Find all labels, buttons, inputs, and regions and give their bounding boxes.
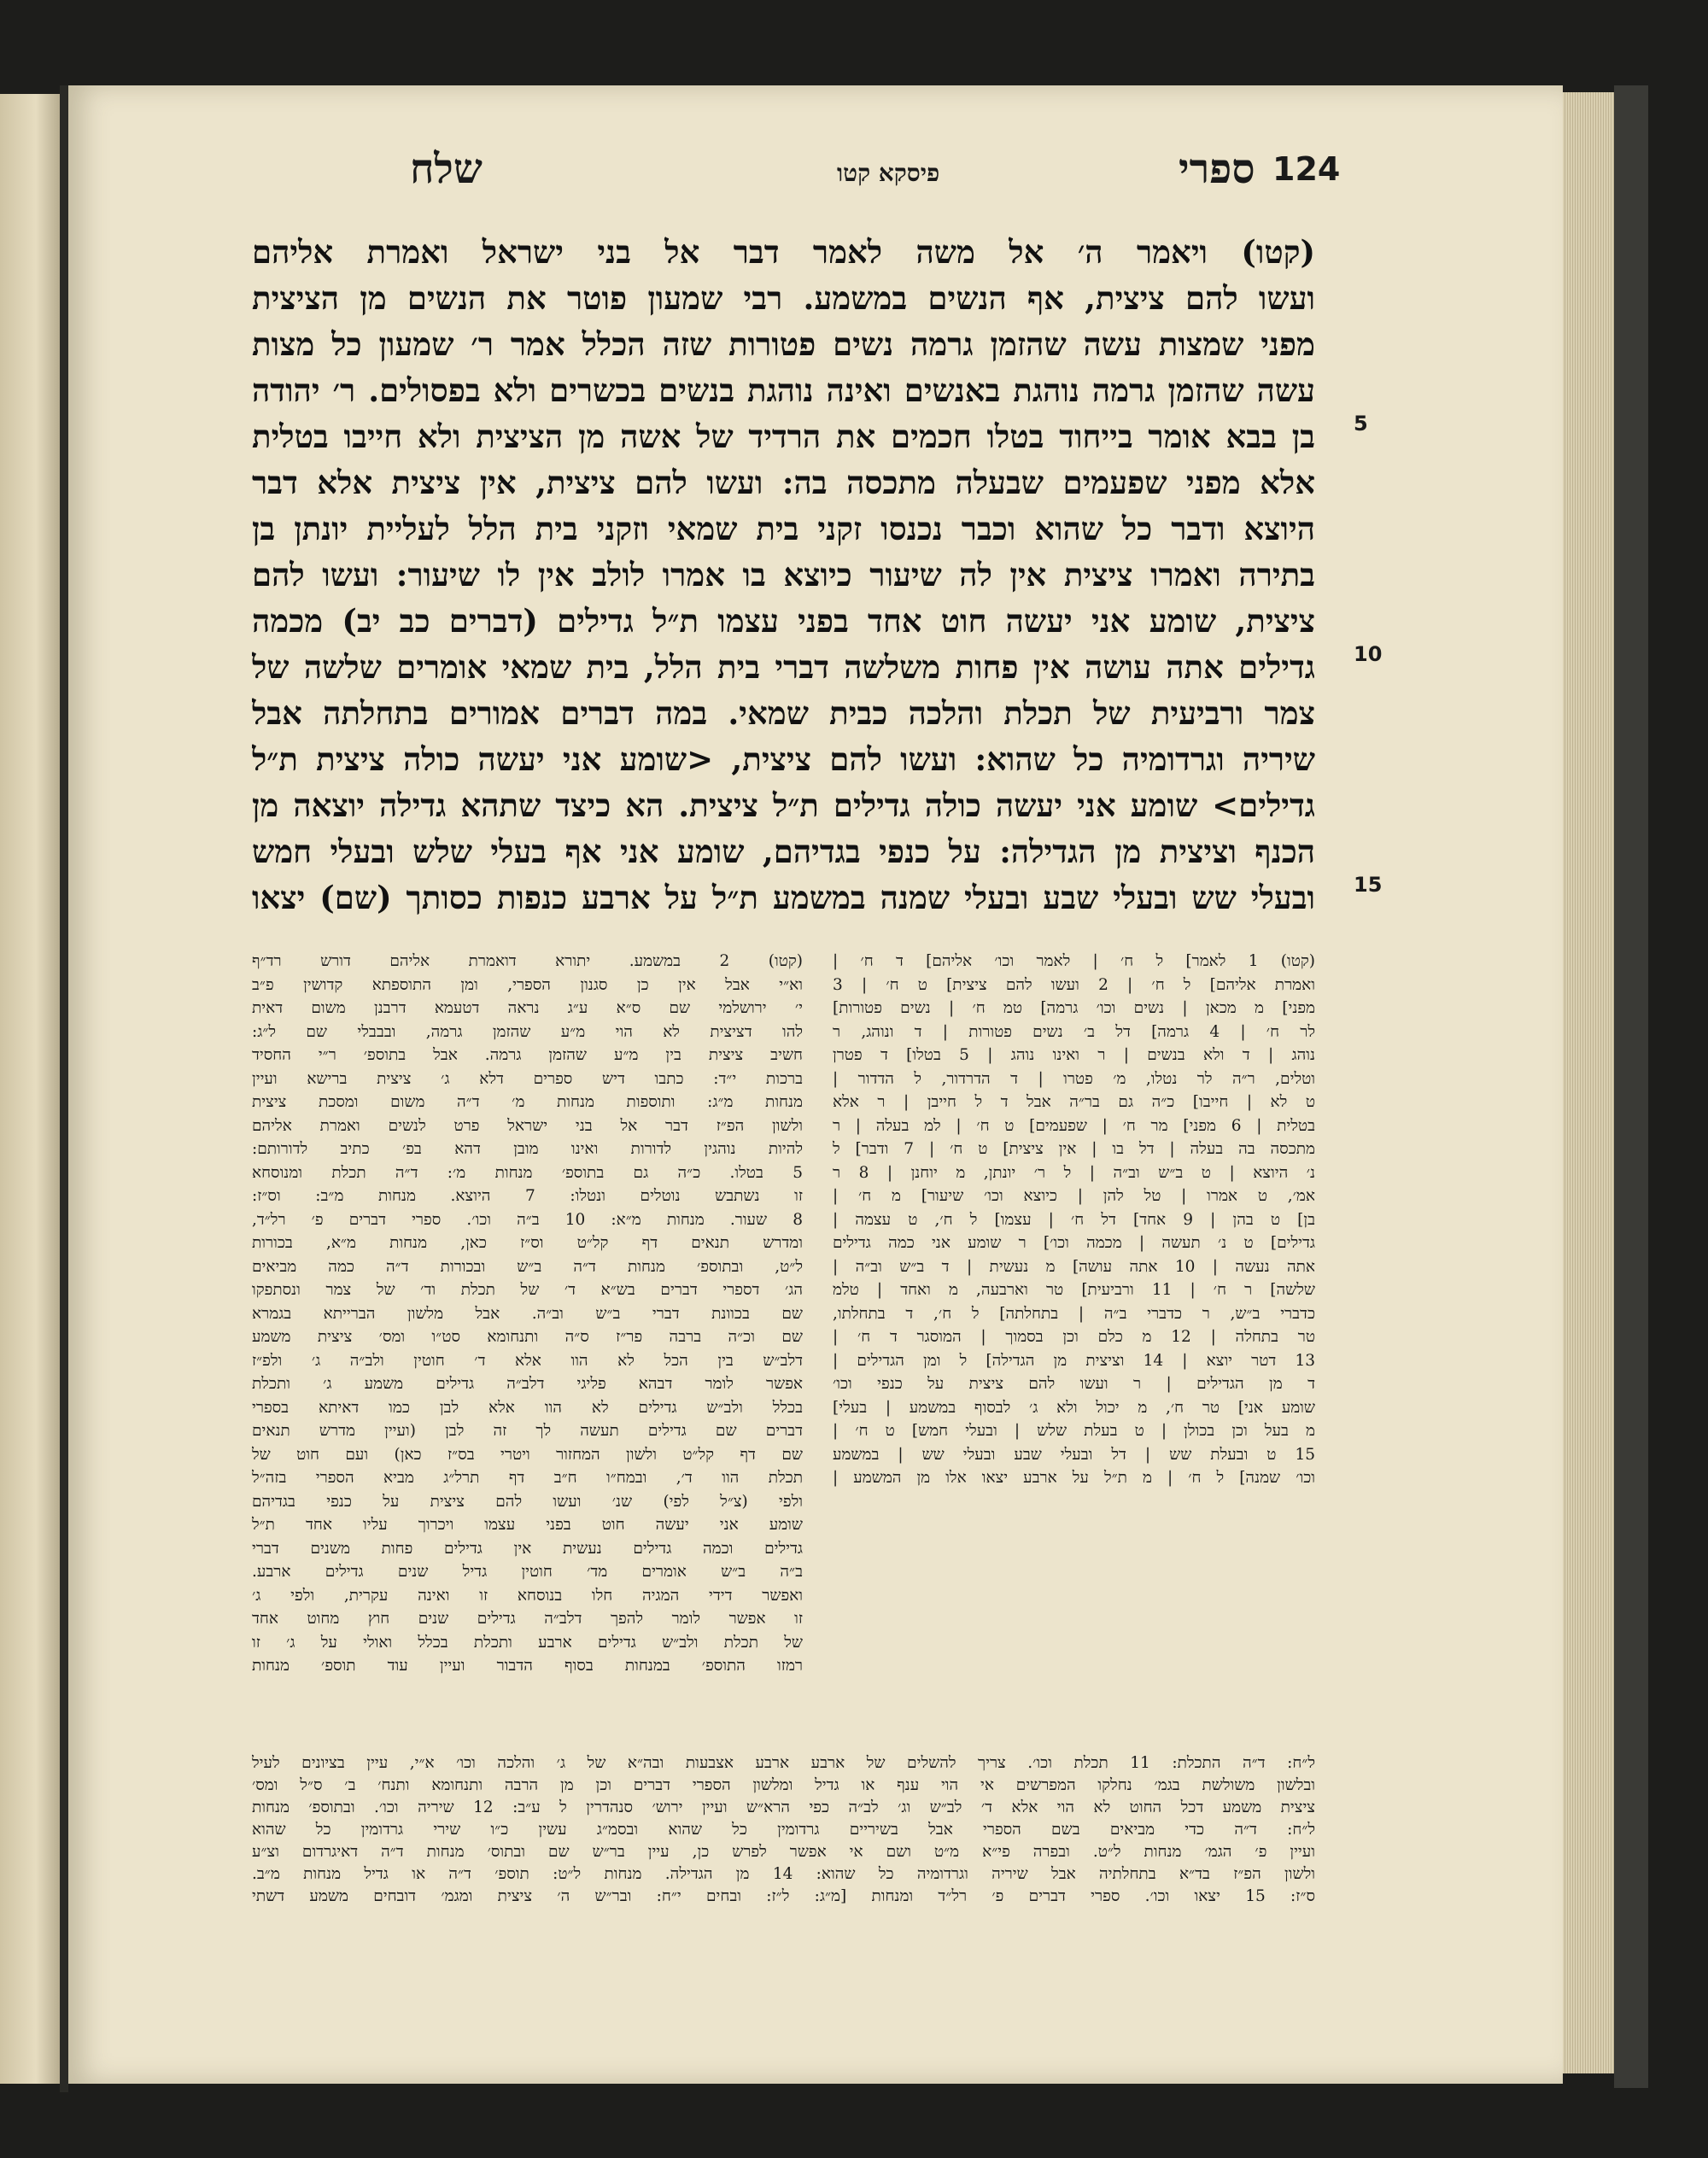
note-line: וא״י אבל אין כן סגנון הספרי, ומן התוספתא קדושין פ״ב <box>252 975 803 994</box>
page-fore-edge <box>1563 92 1614 2073</box>
text-line: ציצית, שומע אני יעשה חוט אחד בפני עצמו ת״ל גדילים (דברים כב יב) מכמה <box>252 602 1315 640</box>
note-line: (קטו) 2 במשמע. יתורא דואמרת אליהם דורש רד״ף <box>252 952 803 970</box>
note-line: מתכסה בה בעלה | דל בו | אין ציצית] ט ח׳ | 7 ודבר] ל <box>833 1140 1315 1158</box>
text-line: גדילים אתה עושה אין פחות משלשה דברי בית הלל, בית שמאי אומרים שלשה של <box>252 648 1315 686</box>
note-line: נ׳ היוצא | ט ב״ש וב״ה | ל ר׳ יונתן, מ יוחנן | 8 ר <box>833 1163 1315 1182</box>
note-line: גדילים] ט נ׳ תעשה | מכמה וכו׳] ר שומע אני כמה גדילים <box>833 1234 1315 1252</box>
text-line: אלא מפני שפעמים שבעלה מתכסה בה: ועשו להם ציצית, אין ציצית אלא דבר <box>252 464 1315 501</box>
note-line: 15 ט ובעלת שש | דל ובעלי שבע ובעלי שש | במשמע <box>833 1445 1315 1464</box>
line-number: 10 <box>1354 642 1383 666</box>
note-line: ב״ה ב״ש אומרים מד׳ חוטין גדיל שנים גדילים ארבע. <box>252 1563 803 1581</box>
note-line: שם בכוונת דברי ב״ש וב״ה. אבל מלשון הברייתא בגמרא <box>252 1304 803 1323</box>
note-line: מנחות מ״ג: ותוספות מנחות מ׳ ד״ה משום ומסכת ציצית <box>252 1093 803 1111</box>
note-line: להו דציצית לא הוי מ״ע שהזמן גרמה, ובבבלי שם ל״ג: <box>252 1022 803 1041</box>
book-cover-edge <box>1614 85 1648 2088</box>
note-line: ל״ט, ובתוספ׳ מנחות ד״ה ב״ש ובכורות ד״ה כמה מביאים <box>252 1257 803 1276</box>
note-line: שלשה] ר ח׳ | 11 ורביעית] טר וארבעה, מ ואחד | טלמ <box>833 1281 1315 1299</box>
note-line: שם דף קל״ט ולשון המחזור ויטרי בס״ז כאן) ועם חוט של <box>252 1445 803 1464</box>
text-line: ועשו להם ציצית, אף הנשים במשמע. רבי שמעון פוטר את הנשים מן הציצית <box>252 279 1315 317</box>
line-number: 15 <box>1354 873 1383 897</box>
note-line: טר בתחלה | 12 מ כלם וכן בסמוך | המוסגר ד ח׳ | <box>833 1328 1315 1346</box>
note-line: שומע אני] טר ח׳, מ יכול ולא ג׳ לבסוף במשמע | בעלי] <box>833 1398 1315 1417</box>
note-line: תכלת הוו ד׳, ובמח״ו ח״ב דף תרל״ג מביא הספרי בזה״ל <box>252 1469 803 1487</box>
note-line: מ בעל וכן בכולן | ט בעלת שלש | ובעלי חמש] ט ח׳ | <box>833 1422 1315 1440</box>
textual-variants-column <box>833 950 1315 1490</box>
main-text <box>252 229 1315 921</box>
text-line: הכנף וציצית מן הגדילה: על כנפי בגדיהם, שומע אני אף בעלי שלש ובעלי חמש <box>252 833 1315 870</box>
note-line: גדילים וכמה גדילים נעשית אין גדילים פחות משנים דברי <box>252 1539 803 1558</box>
text-line: צמר ורביעית של תכלת והלכה כבית שמאי. במה דברים אמורים בתחלתה אבל <box>252 694 1315 732</box>
note-line: ברכות י״ד: כתבו דיש ספרים דלא ג׳ ציצית ברישא ועיין <box>252 1069 803 1088</box>
note-line: ועיין פ׳ הגמ׳ מנחות ל״ט. ובפרה פי״א מ״ט ושם אי אפשר לפרש כן, עיין בר״ש שם ובתוס׳ מנחות ד״ה דאיגרדום וצ״ע <box>252 1843 1315 1861</box>
note-line: ואמרת אליהם] ל ח׳ | 2 ועשו להם ציצית] ט ח׳ | 3 <box>833 975 1315 994</box>
left-page-edge <box>0 94 60 2084</box>
note-line: אתה נעשה | 10 אתה עושה] מ נעשית | ד ב״ש וב״ה | <box>833 1257 1315 1276</box>
text-line: מפני שמצות עשה שהזמן גרמה נשים פטורות שזה הכלל אמר ר׳ שמעון כל מצות <box>252 325 1315 363</box>
text-line: (קטו) ויאמר ה׳ אל משה לאמר דבר אל בני ישראל ואמרת אליהם <box>252 233 1315 271</box>
note-line: בן] ט בהן | 9 אחד] דל ח׳ | עצמו] ל ח׳, ט עצמה | <box>833 1210 1315 1229</box>
text-line: ובעלי שש ובעלי שבע ובעלי שמנה במשמע ת״ל על ארבע כנפות כסותך (שם) יצאו <box>252 879 1315 916</box>
note-line: וכו׳ שמנה] ל ח׳ | מ ת״ל על ארבע יצאו אלו מן המשמע | <box>833 1469 1315 1487</box>
note-line: ל״ח: ד״ה התכלת: 11 תכלת וכו׳. צריך להשלים של ארבע ארבע אצבעות ובה״א של ג׳ והלכה וכו׳ א״י, עיין בציונים לעיל <box>252 1754 1315 1772</box>
note-line: כדברי ב״ש, ר כדברי ב״ה | בתחלתה] ל ח׳, ד בתחלתו, <box>833 1304 1315 1323</box>
page-number: 124 <box>1272 150 1341 188</box>
book-title: ספרי <box>1179 145 1255 193</box>
note-line: וטלים, ר״ה לר נטלו, מ׳ פטרו | ד הדרדור, ל הדדור | <box>833 1069 1315 1088</box>
note-line: ובלשון משולשת בגמ׳ נחלקו המפרשים אי הוי ענף או גדיל ומלשון הספרי דברים וכן מן הרבה ותנחומא ותנח׳ ב׳ ס״ל ומס׳ <box>252 1776 1315 1794</box>
note-line: הג׳ דספרי דברים בש״א ד׳ של תכלת וד׳ של צמר ונסתפקו <box>252 1281 803 1299</box>
running-header <box>154 145 1358 205</box>
note-line: זו נשתבש נוטלים ונטלו: 7 היוצא. מנחות מ״ב: וס״ז: <box>252 1187 803 1205</box>
piska-title: פיסקא קטו <box>837 159 940 187</box>
note-line: ד מן הגדילים | ר ועשו להם ציצית על כנפי וכו׳ <box>833 1375 1315 1393</box>
note-line: ולשון הפ״ז בד״א בתחלתיה אבל שיריה וגרדומיה כל שהוא: 14 מן הגדילה. מנחות ל״ט: תוספ׳ ד״ה או גדיל מנחות מ״ב. <box>252 1865 1315 1883</box>
note-line: ומדרש תנאים דף קל״ט וס״ז כאן, מנחות מ״א, בכורות <box>252 1234 803 1252</box>
line-number: 5 <box>1354 412 1368 436</box>
note-line: בכלל ולב״ש גדילים לא הוו אלא לבן כמו דאיתא בספרי <box>252 1398 803 1417</box>
note-line: ט לא | חייבו] כ״ה גם בר״ה אבל ד ל חייבן | ר אלא <box>833 1093 1315 1111</box>
note-line: חשיב ציצית בין מ״ע שהזמן גרמה. אבל בתוספ׳ ר״י החסיד <box>252 1046 803 1064</box>
commentary-continuation <box>252 1752 1315 1908</box>
note-line: ואפשר דידי המגיה חלו בנוסחא זו ואינה עקרית, ולפי ג׳ <box>252 1586 803 1605</box>
note-line: ולשון הפ״ז דבר אל בני ישראל פרט לנשים ואמרת אליהם <box>252 1116 803 1135</box>
note-line: אמ׳, ט אמרו | טל להן | כיוצא וכו׳ שיעור] מ ח׳ | <box>833 1187 1315 1205</box>
note-line: דלב״ש בין הכל לא הוו אלא ד׳ חוטין ולב״ה ג׳ ולפ״ז <box>252 1351 803 1370</box>
note-line: דברים שם גדילים תעשה לך זה לבן (ועיין מדרש תנאים <box>252 1422 803 1440</box>
note-line: זו אפשר לומר להפך דלב״ה גדילים שנים חוץ מחוט אחד <box>252 1610 803 1628</box>
note-line: לר ח׳ | 4 גרמה] דל ב׳ נשים פטורות | ד ונוהג, ר <box>833 1022 1315 1041</box>
note-line: ל״ח: ד״ה כדי מביאים בשם הספרי אבל בשיריים גרדומין כל שהוא ובסמ״ג עשין כ״ו שירי גרדומין כל שהוא <box>252 1821 1315 1839</box>
note-line: 8 שעור. מנחות מ״א: 10 ב״ה וכו׳. ספרי דברים פ׳ רל״ד, <box>252 1210 803 1229</box>
note-line: (קטו) 1 לאמר] ל ח׳ | לאמר וכו׳ אליהם] ד ח׳ | <box>833 952 1315 970</box>
note-line: י׳ ירושלמי שם ס״א ע״ג נראה דטעמא דרבנן משום דאית <box>252 999 803 1017</box>
parsha-title: שלח <box>410 145 483 193</box>
note-line: בטלית | 6 מפני] מר ח׳ | שפעמים] ט ח׳ | למ בעלה | ר <box>833 1116 1315 1135</box>
book-gutter <box>60 85 68 2092</box>
text-line: עשה שהזמן גרמה נוהגת באנשים ואינה נוהגת בנשים בכשרים ולא בפסולים. ר׳ יהודה <box>252 371 1315 409</box>
text-line: בתירה ואמרו ציצית אין לה שיעור כיוצא בו אמרו לולב אין לו שיעור: ועשו להם <box>252 556 1315 594</box>
text-line: שיריה וגרדומיה כל שהוא: ועשו להם ציצית, <שומע אני יעשה כולה ציצית ת״ל <box>252 740 1315 778</box>
note-line: להיות נוהגין לדורות ואינו מובן דהא בפ׳ כתיב לדורותם: <box>252 1140 803 1158</box>
note-line: ולפי (צ״ל לפי) שנ׳ ועשו להם ציצית על כנפי בגדיהם <box>252 1492 803 1511</box>
text-line: גדילים> שומע אני יעשה כולה גדילים ת״ל ציצית. הא כיצד שתהא גדילה יוצאה מן <box>252 787 1315 824</box>
text-line: היוצא ודבר כל שהוא וכבר נכנסו זקני בית שמאי וזקני בית הלל לעליית יונתן בן <box>252 510 1315 547</box>
note-line: 5 בטלו. כ״ה גם בתוספ׳ מנחות מ׳: ד״ה תכלת ומנוסחא <box>252 1163 803 1182</box>
note-line: שומע אני יעשה חוט בפני עצמו ויכרוך עליו אחד ת״ל <box>252 1516 803 1534</box>
commentary-column <box>252 950 803 1678</box>
note-line: שם וכ״ה ברבה פר״ז ס״ה ותנחומא סט״ו ומס׳ ציצית משמע <box>252 1328 803 1346</box>
note-line: ציצית משמע דכל החוט לא הוי אלא ד׳ לב״ש וג׳ לב״ה כפי הרא״ש ועיין ירוש׳ סנהדרין ל ע״ב: 12 שיריה וכו׳. ובתוספ׳ מנחות <box>252 1798 1315 1816</box>
note-line: ס״ז: 15 יצאו וכו׳. ספרי דברים פ׳ רל״ד ומנחות [מ״ג: ל״ז: ובחים י״ח: ובר״ש ה׳ ציצית ומגמ׳ דובחים משמע דשתי <box>252 1887 1315 1905</box>
note-line: 13 דטר יוצא | 14 וציצית מן הגדילה] ל ומן הגדילים | <box>833 1351 1315 1370</box>
text-line: בן בבא אומר בייחוד בטלו חכמים את הרדיד של אשה מן הציצית ולא חייבו בטלית <box>252 418 1315 455</box>
note-line: של תכלת ולב״ש גדילים ארבע ותכלת בכלל ואולי על ג׳ זו <box>252 1633 803 1652</box>
note-line: אפשר לומר דבהא פליגי דלב״ה גדילים משמע ג׳ ותכלת <box>252 1375 803 1393</box>
note-line: מפני] מ מכאן | נשים וכו׳ גרמה] טמ ח׳ | נשים פטורות] <box>833 999 1315 1017</box>
note-line: נוהג | ד ולא בנשים | ר ואינו נוהג | 5 בטלו] ד פטרן <box>833 1046 1315 1064</box>
note-line: רמזו התוספ׳ במנחות בסוף הדבור ועיין עוד תוספ׳ מנחות <box>252 1657 803 1675</box>
